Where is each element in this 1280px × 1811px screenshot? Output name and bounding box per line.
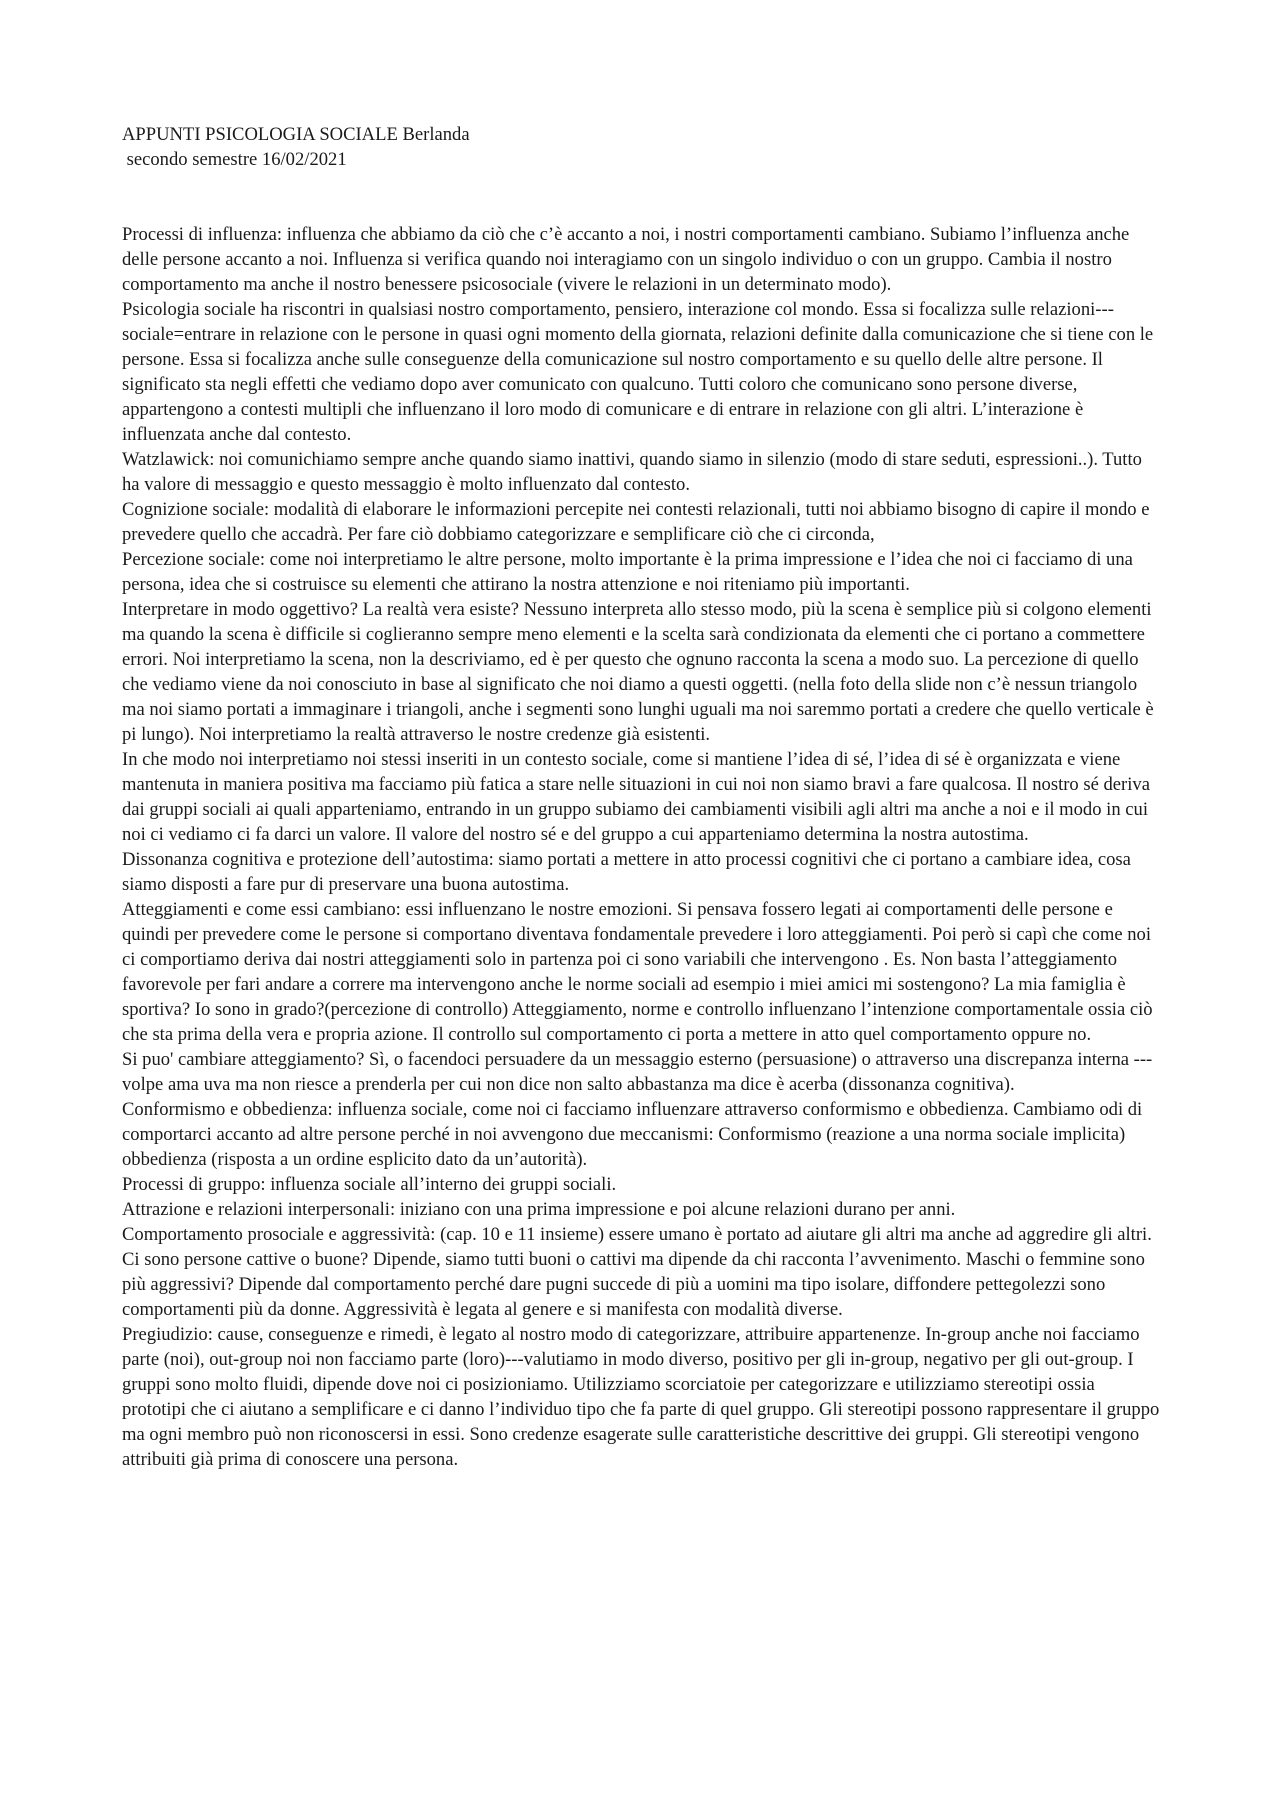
paragraph-watzlawick: Watzlawick: noi comunichiamo sempre anche quando siamo inattivi, quando siamo in silenzio (modo di stare seduti, espressioni..). Tutto ha valore di messaggio e questo messaggio è molto influenzato dal contesto. [122, 449, 1142, 495]
document-body [122, 122, 1162, 1472]
paragraph-cambiare-atteggiamento: Si puo' cambiare atteggiamento? Sì, o facendoci persuadere da un messaggio esterno (persuasione) o attraverso una discrepanza interna ---volpe ama uva ma non riesce a prenderla per cui non dice non salto abbastanza ma dice è acerba (dissonanza cognitiva). [122, 1049, 1153, 1095]
document-subtitle: secondo semestre 16/02/2021 [122, 149, 347, 170]
paragraph-cognizione-sociale: Cognizione sociale: modalità di elaborare le informazioni percepite nei contesti relazionali, tutti noi abbiamo bisogno di capire il mondo e prevedere quello che accadrà. Per fare ciò dobbiamo categorizzare e semplificare ciò che ci circonda, [122, 499, 1150, 545]
paragraph-percezione-sociale: Percezione sociale: come noi interpretiamo le altre persone, molto importante è la prima impressione e l’idea che noi ci facciamo di una persona, idea che si costruisce su elementi che attirano la nostra attenzione e noi riteniamo più importanti. [122, 549, 1133, 595]
paragraph-attrazione: Attrazione e relazioni interpersonali: iniziano con una prima impressione e poi alcune relazioni durano per anni. [122, 1199, 956, 1220]
paragraph-atteggiamenti: Atteggiamenti e come essi cambiano: essi influenzano le nostre emozioni. Si pensava fossero legati ai comportamenti delle persone e quindi per prevedere come le persone si comportano diventava fondamentale prevedere i loro atteggiamenti. Poi però si capì che come noi ci comportiamo deriva dai nostri atteggiamenti solo in partenza poi ci sono variabili che intervengono . Es. Non basta l’atteggiamento favorevole per fari andare a correre ma intervengono anche le norme sociali ad esempio i miei amici mi sostengono? La mia famiglia è sportiva? Io sono in grado?(percezione di controllo) Atteggiamento, norme e controllo influenzano l’intenzione comportamentale ossia ciò che sta prima della vera e propria azione. Il controllo sul comportamento ci porta a mettere in atto quel comportamento oppure no. [122, 899, 1153, 1045]
paragraph-psicologia-sociale: Psicologia sociale ha riscontri in qualsiasi nostro comportamento, pensiero, interazione col mondo. Essa si focalizza sulle relazioni---sociale=entrare in relazione con le persone in quasi ogni momento della giornata, relazioni definite dalla comunicazione che si tiene con le persone. Essa si focalizza anche sulle conseguenze della comunicazione sul nostro comportamento e su quello delle altre persone. Il significato sta negli effetti che vediamo dopo aver comunicato con qualcuno. Tutti coloro che comunicano sono persone diverse, appartengono a contesti multipli che influenzano il loro modo di comunicare e di entrare in relazione con gli altri. L’interazione è influenzata anche dal contesto. [122, 299, 1154, 445]
document-title: APPUNTI PSICOLOGIA SOCIALE Berlanda [122, 124, 470, 145]
paragraph-dissonanza-cognitiva: Dissonanza cognitiva e protezione dell’autostima: siamo portati a mettere in atto processi cognitivi che ci portano a cambiare idea, cosa siamo disposti a fare pur di preservare una buona autostima. [122, 849, 1131, 895]
paragraph-idea-di-se: In che modo noi interpretiamo noi stessi inseriti in un contesto sociale, come si mantiene l’idea di sé, l’idea di sé è organizzata e viene mantenuta in maniera positiva ma facciamo più fatica a stare nelle situazioni in cui noi non siamo bravi a fare qualcosa. Il nostro sé deriva dai gruppi sociali ai quali apparteniamo, entrando in un gruppo subiamo dei cambiamenti visibili agli altri ma anche a noi e il modo in cui noi ci vediamo ci fa darci un valore. Il valore del nostro sé e del gruppo a cui apparteniamo determina la nostra autostima. [122, 749, 1150, 845]
paragraph-pregiudizio: Pregiudizio: cause, conseguenze e rimedi, è legato al nostro modo di categorizzare, attribuire appartenenze. In-group anche noi facciamo parte (noi), out-group noi non facciamo parte (loro)---valutiamo in modo diverso, positivo per gli in-group, negativo per gli out-group. I gruppi sono molto fluidi, dipende dove noi ci posizioniamo. Utilizziamo scorciatoie per categorizzare e utilizziamo stereotipi ossia prototipi che ci aiutano a semplificare e ci danno l’individuo tipo che fa parte di quel gruppo. Gli stereotipi possono rappresentare il gruppo ma ogni membro può non riconoscersi in essi. Sono credenze esagerate sulle caratteristiche descrittive dei gruppi. Gli stereotipi vengono attribuiti già prima di conoscere una persona. [122, 1324, 1160, 1470]
paragraph-processi-influenza: Processi di influenza: influenza che abbiamo da ciò che c’è accanto a noi, i nostri comportamenti cambiano. Subiamo l’influenza anche delle persone accanto a noi. Influenza si verifica quando noi interagiamo con un singolo individuo o con un gruppo. Cambia il nostro comportamento ma anche il nostro benessere psicosociale (vivere le relazioni in un determinato modo). [122, 224, 1130, 295]
title-spacer [122, 172, 1162, 222]
paragraph-prosociale: Comportamento prosociale e aggressività: (cap. 10 e 11 insieme) essere umano è portato ad aiutare gli altri ma anche ad aggredire gli altri. Ci sono persone cattive o buone? Dipende, siamo tutti buoni o cattivi ma dipende da chi racconta l’avvenimento. Maschi o femmine sono più aggressivi? Dipende dal comportamento perché dare pugni succede di più a uomini ma tipo isolare, diffondere pettegolezzi sono comportamenti più da donne. Aggressività è legata al genere e si manifesta con modalità diverse. [122, 1224, 1152, 1320]
paragraph-interpretare: Interpretare in modo oggettivo? La realtà vera esiste? Nessuno interpreta allo stesso modo, più la scena è semplice più si colgono elementi ma quando la scena è difficile si coglieranno sempre meno elementi e la scelta sarà condizionata da elementi che ci portano a commettere errori. Noi interpretiamo la scena, non la descriviamo, ed è per questo che ognuno racconta la scena a modo suo. La percezione di quello che vediamo viene da noi conosciuto in base al significato che noi diamo a questi oggetti. (nella foto della slide non c’è nessun triangolo ma noi siamo portati a immaginare i triangoli, anche i segmenti sono lunghi uguali ma noi saremmo portati a credere che quello verticale è pi lungo). Noi interpretiamo la realtà attraverso le nostre credenze già esistenti. [122, 599, 1154, 745]
paragraph-processi-gruppo: Processi di gruppo: influenza sociale all’interno dei gruppi sociali. [122, 1174, 617, 1195]
paragraph-conformismo: Conformismo e obbedienza: influenza sociale, come noi ci facciamo influenzare attraverso conformismo e obbedienza. Cambiamo odi di comportarci accanto ad altre persone perché in noi avvengono due meccanismi: Conformismo (reazione a una norma sociale implicita) obbedienza (risposta a un ordine esplicito dato da un’autorità). [122, 1099, 1143, 1170]
